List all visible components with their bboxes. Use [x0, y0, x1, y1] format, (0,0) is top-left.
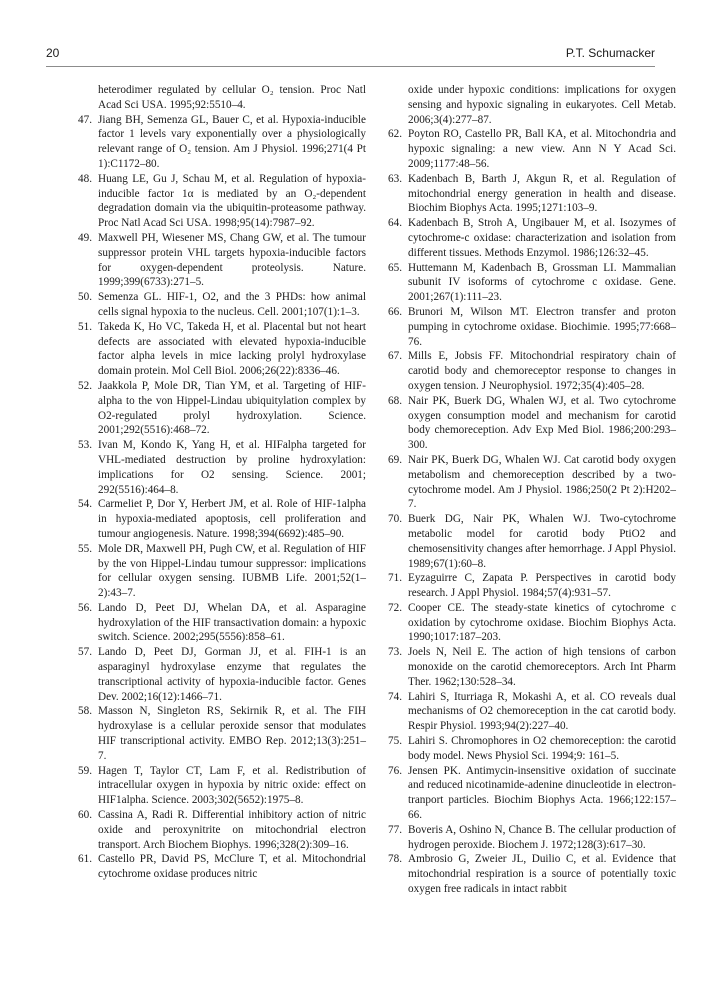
reference-number: 51. [78, 320, 92, 333]
reference-number: 54. [78, 498, 92, 511]
reference-entry [386, 127, 676, 171]
reference-text: Huang LE, Gu J, Schau M, et al. Regulation of hypoxia-inducible factor 1α is mediated by an O₂-dependent degradation domain via the ubiquitin-proteasome pathway. Proc Natl Acad Sci USA. 1998;95(14):7987–92. [98, 172, 366, 230]
reference-entry [386, 823, 676, 853]
reference-text: Masson N, Singleton RS, Sekirnik R, et al. The FIH hydroxylase is a cellular peroxide sensor that modulates HIF transcriptional activity. EMBO Rep. 2012;13(3):251–7. [98, 705, 366, 762]
reference-entry [76, 379, 366, 438]
reference-text: Takeda K, Ho VC, Takeda H, et al. Placental but not heart defects are associated with elevated hypoxia-inducible factor alpha levels in mice lacking prolyl hydroxylase domain protein. Mol Cell Biol. 2006;26(22):8336–46. [98, 320, 366, 378]
reference-entry [386, 261, 676, 305]
running-head: P.T. Schumacker [565, 46, 655, 60]
reference-number: 61. [78, 853, 92, 866]
reference-text: oxide under hypoxic conditions: implications for oxygen sensing and hypoxic signaling in eukaryotes. Cell Metab. 2006;3(4):277–87. [408, 84, 676, 126]
reference-text: Brunori M, Wilson MT. Electron transfer and proton pumping in cytochrome oxidase. Biochimie. 1995;77:668–76. [408, 305, 676, 348]
reference-entry [386, 305, 676, 349]
header-rule [46, 66, 655, 67]
reference-entry [386, 690, 676, 734]
reference-entry [386, 571, 676, 601]
reference-text: Poyton RO, Castello PR, Ball KA, et al. Mitochondria and hypoxic signaling: a new view. Ann N Y Acad Sci. 2009;1177:48–56. [408, 128, 676, 170]
reference-number: 56. [78, 601, 92, 614]
reference-text: Lando D, Peet DJ, Gorman JJ, et al. FIH-1 is an asparaginyl hydroxylase enzyme that regulates the transcriptional activity of hypoxia-inducible factor. Genes Dev. 2002;16(12):1466–71. [98, 646, 366, 703]
reference-entry [76, 542, 366, 601]
reference-entry [386, 734, 676, 764]
reference-text: heterodimer regulated by cellular O₂ tension. Proc Natl Acad Sci USA. 1995;92:5510–4. [98, 84, 366, 111]
reference-text: Joels N, Neil E. The action of high tensions of carbon monoxide on the carotid chemoreceptors. Arch Int Pharm Ther. 1962;130:528–34. [408, 646, 676, 688]
reference-text: Castello PR, David PS, McClure T, et al. Mitochondrial cytochrome oxidase produces nitric [98, 853, 366, 881]
reference-entry [76, 290, 366, 320]
reference-number: 49. [78, 231, 92, 244]
reference-list-right [386, 83, 676, 897]
reference-entry [76, 601, 366, 645]
reference-text: Hagen T, Taylor CT, Lam F, et al. Redistribution of intracellular oxygen in hypoxia by nitric oxide: effect on HIF1alpha. Science. 2003;302(5652):1975–8. [98, 764, 366, 807]
reference-text: Ivan M, Kondo K, Yang H, et al. HIFalpha targeted for VHL-mediated destruction by proline hydroxylation: implications for O2 sensing. Science. 2001; 292(5516):464–8. [98, 439, 366, 496]
reference-text: Maxwell PH, Wiesener MS, Chang GW, et al. The tumour suppressor protein VHL targets hypoxia-inducible factors for oxygen-dependent proteolysis. Nature. 1999;399(6733):271–5. [98, 231, 366, 289]
reference-entry [386, 216, 676, 260]
reference-text: Mills E, Jobsis FF. Mitochondrial respiratory chain of carotid body and chemoreceptor response to changes in oxygen tension. J Neurophysiol. 1972;35(4):405–28. [408, 350, 676, 392]
reference-number: 66. [388, 305, 402, 318]
reference-text: Huttemann M, Kadenbach B, Grossman LI. Mammalian subunit IV isoforms of cytochrome c oxidase. Gene. 2001;267(1):111–23. [408, 261, 676, 304]
reference-entry [386, 349, 676, 393]
reference-entry [76, 764, 366, 808]
reference-number: 52. [78, 379, 92, 392]
reference-entry [386, 512, 676, 571]
reference-text: Nair PK, Buerk DG, Whalen WJ. Cat carotid body oxygen metabolism and chemoreception described by a two-cytochrome model. Am J Physiol. 1986;250(2 Pt 2):H202–7. [408, 453, 676, 511]
reference-number: 72. [388, 601, 402, 614]
reference-number: 75. [388, 735, 402, 748]
reference-text: Kadenbach B, Stroh A, Ungibauer M, et al. Isozymes of cytochrome-c oxidase: characterization and isolation from different tissues. Methods Enzymol. 1986;126:32–45. [408, 217, 676, 259]
reference-number: 68. [388, 394, 402, 407]
page-number: 20 [46, 46, 60, 60]
reference-text: Ambrosio G, Zweier JL, Duilio C, et al. Evidence that mitochondrial respiration is a source of potentially toxic oxygen free radicals in intact rabbit [408, 853, 676, 896]
reference-entry [386, 83, 676, 127]
reference-text: Cooper CE. The steady-state kinetics of cytochrome c oxidation by cytochrome oxidase. Biochim Biophys Acta. 1990;1017:187–203. [408, 601, 676, 644]
reference-entry [386, 601, 676, 645]
reference-text: Lahiri S. Chromophores in O2 chemoreception: the carotid body model. News Physiol Sci. 1994;9: 161–5. [408, 735, 676, 762]
reference-number: 77. [388, 823, 402, 836]
reference-number: 65. [388, 261, 402, 274]
reference-number: 63. [388, 172, 402, 185]
reference-entry [386, 453, 676, 512]
reference-text: Boveris A, Oshino N, Chance B. The cellular production of hydrogen peroxide. Biochem J. 1972;128(3):617–30. [408, 823, 676, 851]
reference-entry [76, 497, 366, 541]
reference-entry [76, 172, 366, 231]
reference-number: 67. [388, 350, 402, 363]
reference-text: Eyzaguirre C, Zapata P. Perspectives in carotid body research. J Appl Physiol. 1984;57(4):931–57. [408, 572, 676, 600]
reference-entry [76, 83, 366, 113]
reference-number: 78. [388, 853, 402, 866]
reference-text: Carmeliet P, Dor Y, Herbert JM, et al. Role of HIF-1alpha in hypoxia-mediated apoptosis, cell proliferation and tumour angiogenesis. Nature. 1998;394(6692):485–90. [98, 498, 366, 540]
reference-text: Nair PK, Buerk DG, Whalen WJ, et al. Two cytochrome oxygen consumption model and mechanism for carotid body chemoreception. Adv Exp Med Biol. 1986;200:293–300. [408, 394, 676, 452]
reference-number: 48. [78, 172, 92, 185]
reference-entry [76, 320, 366, 379]
reference-entry [386, 394, 676, 453]
reference-entry [76, 645, 366, 704]
reference-list-left [76, 83, 366, 882]
reference-number: 62. [388, 128, 402, 141]
reference-text: Lahiri S, Iturriaga R, Mokashi A, et al. CO reveals dual mechanisms of O2 chemoreception in the cat carotid body. Respir Physiol. 1993;94(2):227–40. [408, 690, 676, 733]
reference-text: Jensen PK. Antimycin-insensitive oxidation of succinate and reduced nicotinamide-adenine dinucleotide in electron-tranport particles. Biochim Biophys Acta. 1966;122:157–66. [408, 764, 676, 822]
reference-number: 58. [78, 705, 92, 718]
reference-entry [76, 438, 366, 497]
reference-entry [386, 645, 676, 689]
reference-text: Kadenbach B, Barth J, Akgun R, et al. Regulation of mitochondrial energy generation in health and disease. Biochim Biophys Acta. 1995;1271:103–9. [408, 172, 676, 215]
reference-entry [386, 852, 676, 896]
reference-number: 64. [388, 217, 402, 230]
reference-text: Mole DR, Maxwell PH, Pugh CW, et al. Regulation of HIF by the von Hippel-Lindau tumour suppressor: implications for cellular oxygen sensing. IUBMB Life. 2001;52(1–2):43–7. [98, 542, 366, 600]
reference-text: Cassina A, Radi R. Differential inhibitory action of nitric oxide and peroxynitrite on mitochondrial electron transport. Arch Biochem Biophys. 1996;328(2):309–16. [98, 809, 366, 851]
reference-number: 47. [78, 113, 92, 126]
reference-number: 53. [78, 439, 92, 452]
reference-number: 57. [78, 646, 92, 659]
reference-text: Lando D, Peet DJ, Whelan DA, et al. Asparagine hydroxylation of the HIF transactivation domain: a hypoxic switch. Science. 2002;295(5556):858–61. [98, 601, 366, 644]
reference-number: 76. [388, 764, 402, 777]
reference-text: Buerk DG, Nair PK, Whalen WJ. Two-cytochrome metabolic model for carotid body PtiO2 and chemosensitivity changes after hemorrhage. J Appl Physiol. 1989;67(1):60–8. [408, 513, 676, 570]
reference-number: 60. [78, 809, 92, 822]
reference-entry [386, 764, 676, 823]
reference-entry [386, 172, 676, 216]
reference-number: 59. [78, 764, 92, 777]
reference-number: 70. [388, 513, 402, 526]
reference-text: Jaakkola P, Mole DR, Tian YM, et al. Targeting of HIF-alpha to the von Hippel-Lindau ubiquitylation complex by O2-regulated prolyl hydroxylation. Science. 2001;292(5516):468–72. [98, 379, 366, 437]
reference-entry [76, 113, 366, 172]
reference-number: 73. [388, 646, 402, 659]
reference-entry [76, 704, 366, 763]
reference-number: 55. [78, 542, 92, 555]
reference-entry [76, 808, 366, 852]
reference-number: 71. [388, 572, 402, 585]
reference-entry [76, 231, 366, 290]
reference-text: Semenza GL. HIF-1, O2, and the 3 PHDs: how animal cells signal hypoxia to the nucleus. Cell. 2001;107(1):1–3. [98, 291, 366, 318]
reference-text: Jiang BH, Semenza GL, Bauer C, et al. Hypoxia-inducible factor 1 levels vary exponentially over a physiologically relevant range of O₂ tension. Am J Physiol. 1996;271(4 Pt 1):C1172–80. [98, 113, 366, 170]
reference-number: 74. [388, 690, 402, 703]
reference-entry [76, 852, 366, 882]
reference-number: 50. [78, 291, 92, 304]
reference-number: 69. [388, 453, 402, 466]
